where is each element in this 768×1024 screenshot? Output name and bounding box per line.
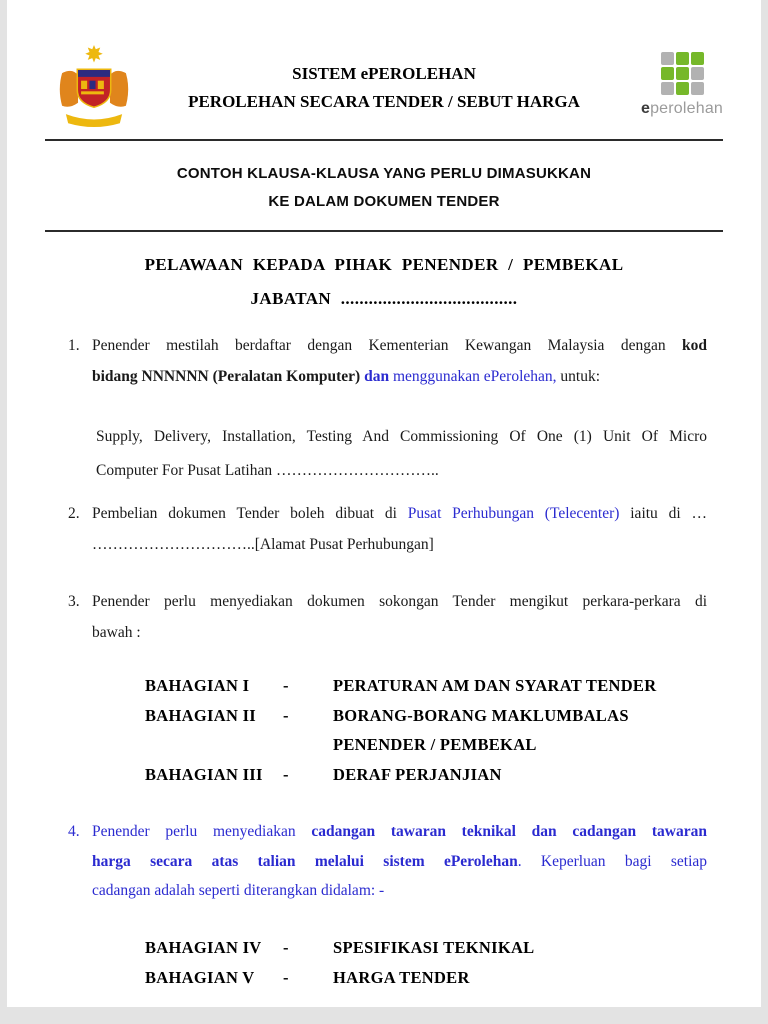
bahagian-2b-dash [283,730,333,760]
bahagian-3-label: BAHAGIAN III [145,764,263,784]
bahagian-row-1 [145,671,731,701]
clause-2-number: 2. [68,505,80,522]
bahagian-list-first [145,671,731,789]
header-title-line2: PEROLEHAN SECARA TENDER / SEBUT HARGA [188,92,580,111]
bahagian-2b-label [145,730,283,760]
invitation-heading-line1: PELAWAAN KEPADA PIHAK PENENDER / PEMBEKAL [144,255,624,274]
clause-4-text: Penender perlu menyediakan cadangan tawaran teknikal dan cadangan tawaran harga secara atas talian melalui sistem ePerolehan. Keperluan bagi setiap cadangan adalah seperti diterangkan didalam: - [92,823,708,899]
bahagian-row-3 [145,760,731,790]
invitation-heading [7,248,761,316]
bahagian-1-dash: - [283,676,289,695]
bahagian-3-value: DERAF PERJANJIAN [333,764,502,784]
eperolehan-wordmark [639,100,725,118]
bahagian-4-label: BAHAGIAN IV [145,938,262,957]
bahagian-5-value: HARGA TENDER [333,968,470,987]
coat-of-arms-graphic [56,44,132,128]
document-title-line2: KE DALAM DOKUMEN TENDER [268,193,500,210]
eperolehan-wordmark-rest: perolehan [650,100,724,117]
clause-2-text: Pembelian dokumen Tender boleh dibuat di Pusat Perhubungan (Telecenter) iaitu di … …………………………..[Alamat Pusat Perhubungan] [92,505,707,553]
document-title-line1: CONTOH KLAUSA-KLAUSA YANG PERLU DIMASUKKAN [176,165,592,182]
scope-paragraph: Supply, Delivery, Installation, Testing And Commissioning Of One (1) Unit Of Micro Computer For Pusat Latihan ………………………….. [96,428,707,479]
bahagian-5-dash: - [283,968,289,987]
clause-item-4 [68,817,707,906]
bahagian-2-dash: - [283,705,289,725]
eperolehan-wordmark-e: e [640,100,651,117]
bahagian-row-2 [145,701,731,731]
bahagian-4-value: SPESIFIKASI TEKNIKAL [333,938,535,957]
eperolehan-logo [639,52,725,118]
clause-3-text: Penender perlu menyediakan dokumen sokongan Tender mengikut perkara-perkara di bawah : [92,593,707,641]
bahagian-1-value: PERATURAN AM DAN SYARAT TENDER [333,676,657,695]
eperolehan-squares-icon [661,52,704,95]
clause-4-number: 4. [68,823,80,840]
clause-item-1 [68,330,707,392]
invitation-heading-line2: JABATAN ...................................... [250,289,518,308]
document-title [7,160,761,216]
bahagian-row-2-continuation [145,730,731,760]
bahagian-5-label: BAHAGIAN V [145,968,255,987]
malaysia-coat-of-arms-icon [56,44,132,128]
document-page [7,0,761,1007]
bahagian-row-5 [145,963,731,993]
bahagian-row-4 [145,933,731,963]
header-title-line1: SISTEM ePEROLEHAN [292,64,476,83]
clause-1-number: 1. [68,337,80,354]
header-title [127,60,641,116]
clause-item-2 [68,498,707,560]
bahagian-1-label: BAHAGIAN I [145,676,250,695]
clause-3-number: 3. [68,593,80,610]
clause-1-text: Penender mestilah berdaftar dengan Kementerian Kewangan Malaysia dengan kod bidang NNNNNN (Peralatan Komputer) dan menggunakan ePerolehan, untuk: [92,337,707,385]
clause-item-3 [68,586,707,648]
bahagian-2-label: BAHAGIAN II [145,705,257,725]
header-divider [45,139,723,141]
bahagian-3-dash: - [283,764,289,784]
bahagian-list-second [145,933,731,993]
bahagian-2-value: BORANG-BORANG MAKLUMBALAS [333,705,629,725]
bahagian-4-dash: - [283,938,289,957]
bahagian-2b-value: PENENDER / PEMBEKAL [333,735,537,754]
title-divider [45,230,723,232]
